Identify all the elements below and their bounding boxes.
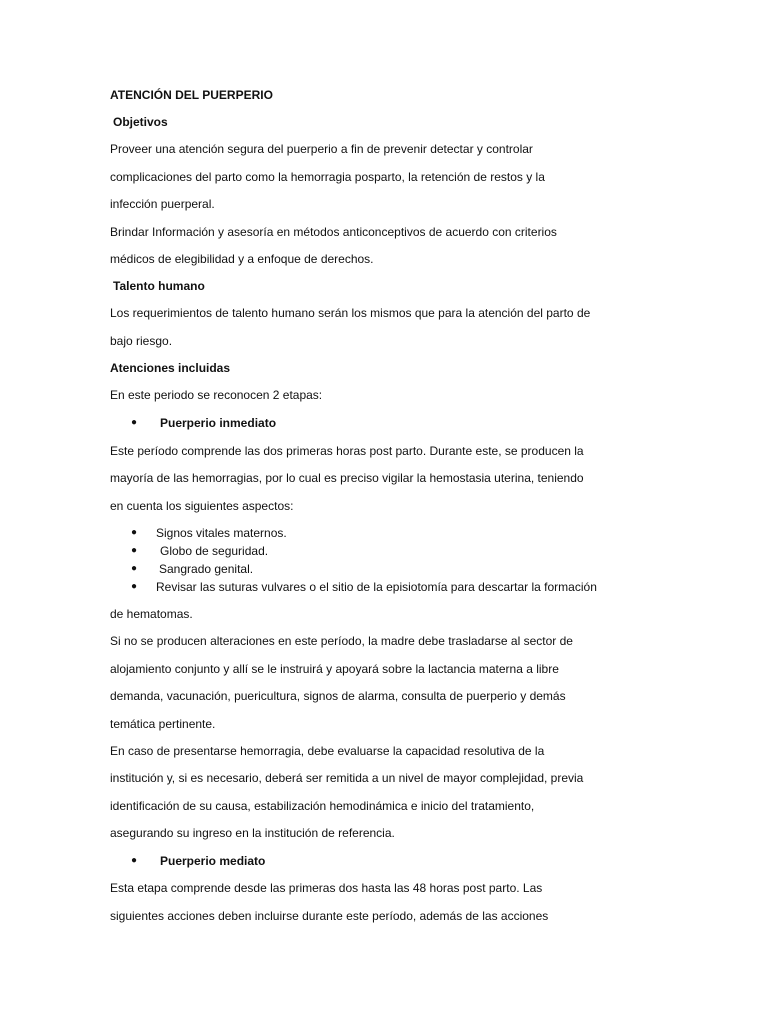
inmediato-heading: Puerperio inmediato — [160, 416, 277, 430]
talento-line-1: Los requerimientos de talento humano serán los mismos que para la atención del parto de — [110, 306, 591, 320]
inmediato-line-1: Este período comprende las dos primeras horas post parto. Durante este, se producen la — [110, 444, 584, 458]
alteraciones-line-3: demanda, vacunación, puericultura, signos de alarma, consulta de puerperio y demás — [110, 689, 566, 703]
bullet-icon: ● — [131, 855, 138, 866]
bullet-icon: ● — [131, 417, 138, 428]
hemorragia-line-2: institución y, si es necesario, deberá ser remitida a un nivel de mayor complejidad, previa — [110, 771, 584, 785]
alteraciones-line-2: alojamiento conjunto y allí se le instruirá y apoyará sobre la lactancia materna a libre — [110, 662, 559, 676]
objetivos-line-2: complicaciones del parto como la hemorragia posparto, la retención de restos y la — [110, 170, 545, 184]
hemorragia-line-4: asegurando su ingreso en la institución de referencia. — [110, 826, 395, 840]
aspecto-item: Globo de seguridad. — [160, 544, 269, 558]
page-title: ATENCIÓN DEL PUERPERIO — [110, 88, 273, 102]
bullet-icon: ● — [131, 545, 138, 556]
mediato-heading: Puerperio mediato — [160, 854, 266, 868]
atenciones-heading: Atenciones incluidas — [110, 361, 231, 375]
alteraciones-line-1: Si no se producen alteraciones en este período, la madre debe trasladarse al sector de — [110, 634, 573, 648]
bullet-icon: ● — [131, 563, 138, 574]
hemorragia-line-1: En caso de presentarse hemorragia, debe evaluarse la capacidad resolutiva de la — [110, 744, 545, 758]
objetivos-heading: Objetivos — [113, 115, 168, 129]
bullet-icon: ● — [131, 581, 138, 592]
aspectos-continuation: de hematomas. — [110, 607, 193, 621]
aspecto-item: Sangrado genital. — [159, 562, 254, 576]
alteraciones-line-4: temática pertinente. — [110, 717, 216, 731]
talento-line-2: bajo riesgo. — [110, 334, 173, 348]
bullet-icon: ● — [131, 527, 138, 538]
objetivos-line-5: médicos de elegibilidad y a enfoque de derechos. — [110, 252, 374, 266]
mediato-line-2: siguientes acciones deben incluirse durante este período, además de las acciones — [110, 909, 549, 923]
atenciones-intro: En este periodo se reconocen 2 etapas: — [110, 388, 323, 402]
aspecto-item: Revisar las suturas vulvares o el sitio de la episiotomía para descartar la formación — [156, 580, 597, 594]
inmediato-line-3: en cuenta los siguientes aspectos: — [110, 499, 294, 513]
objetivos-line-1: Proveer una atención segura del puerperio a fin de prevenir detectar y controlar — [110, 142, 533, 156]
talento-heading: Talento humano — [113, 279, 205, 293]
objetivos-line-4: Brindar Información y asesoría en métodos anticonceptivos de acuerdo con criterios — [110, 225, 557, 239]
objetivos-line-3: infección puerperal. — [110, 197, 215, 211]
mediato-line-1: Esta etapa comprende desde las primeras dos hasta las 48 horas post parto. Las — [110, 881, 543, 895]
hemorragia-line-3: identificación de su causa, estabilización hemodinámica e inicio del tratamiento, — [110, 799, 535, 813]
aspecto-item: Signos vitales maternos. — [156, 526, 287, 540]
inmediato-line-2: mayoría de las hemorragias, por lo cual es preciso vigilar la hemostasia uterina, teniendo — [110, 471, 584, 485]
